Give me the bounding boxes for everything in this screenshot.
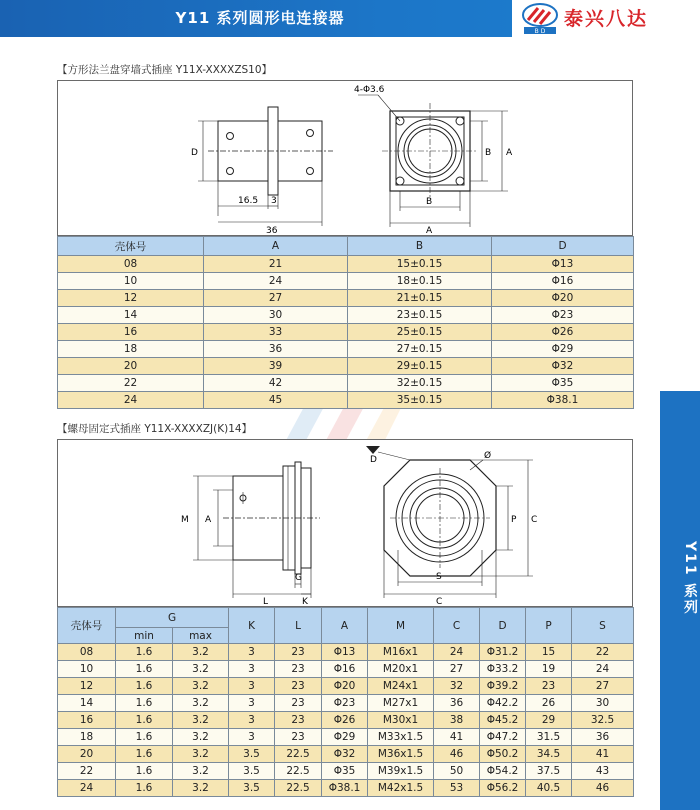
table-cell: 3 bbox=[229, 661, 275, 678]
table-cell: 25±0.15 bbox=[348, 324, 492, 341]
table-cell: 1.6 bbox=[116, 763, 173, 780]
table-cell: 1.6 bbox=[116, 729, 173, 746]
table-row bbox=[58, 358, 634, 375]
table2-header-g: G bbox=[116, 608, 229, 628]
table-row bbox=[58, 678, 634, 695]
page-title: Y11 系列圆形电连接器 bbox=[175, 9, 345, 27]
table-cell: Φ35 bbox=[492, 375, 634, 392]
table-cell: 08 bbox=[58, 644, 116, 661]
table1-header-a: A bbox=[204, 237, 348, 256]
table-cell: Φ23 bbox=[492, 307, 634, 324]
table-row bbox=[58, 256, 634, 273]
table-row bbox=[58, 644, 634, 661]
table-cell: Φ29 bbox=[322, 729, 368, 746]
table-cell: 12 bbox=[58, 290, 204, 307]
table-cell: 3.2 bbox=[173, 712, 229, 729]
table-cell: 50 bbox=[434, 763, 480, 780]
table-cell: 22 bbox=[58, 375, 204, 392]
table-row bbox=[58, 763, 634, 780]
table-cell: 22.5 bbox=[275, 746, 322, 763]
table-cell: 24 bbox=[204, 273, 348, 290]
table-cell: 24 bbox=[58, 780, 116, 797]
table-row bbox=[58, 273, 634, 290]
table-cell: 3.2 bbox=[173, 695, 229, 712]
table-cell: 3 bbox=[229, 729, 275, 746]
table-cell: Φ20 bbox=[322, 678, 368, 695]
table-cell: Φ39.2 bbox=[480, 678, 526, 695]
table1-header-b: B bbox=[348, 237, 492, 256]
table-row bbox=[58, 307, 634, 324]
table-cell: 38 bbox=[434, 712, 480, 729]
table-row bbox=[58, 324, 634, 341]
table-cell: 3.5 bbox=[229, 763, 275, 780]
dim-s-label: S bbox=[436, 572, 442, 582]
table-row bbox=[58, 780, 634, 797]
dim-3-label: 3 bbox=[271, 196, 277, 206]
table-cell: 42 bbox=[204, 375, 348, 392]
table-cell: Φ35 bbox=[322, 763, 368, 780]
table-cell: 3.2 bbox=[173, 729, 229, 746]
table-cell: 23 bbox=[526, 678, 572, 695]
brand-logo bbox=[512, 0, 700, 37]
table-cell: Φ56.2 bbox=[480, 780, 526, 797]
table-row bbox=[58, 695, 634, 712]
table-cell: M39x1.5 bbox=[368, 763, 434, 780]
dim-g-label: G bbox=[295, 573, 302, 583]
table-cell: Φ45.2 bbox=[480, 712, 526, 729]
table-cell: 43 bbox=[572, 763, 634, 780]
section1-drawing bbox=[57, 80, 633, 236]
table-cell: 3.2 bbox=[173, 763, 229, 780]
table-row bbox=[58, 290, 634, 307]
table-cell: 22 bbox=[58, 763, 116, 780]
table2-header-d: D bbox=[480, 608, 526, 644]
table-cell: 15 bbox=[526, 644, 572, 661]
table-cell: 10 bbox=[58, 273, 204, 290]
table-cell: M20x1 bbox=[368, 661, 434, 678]
table-cell: 1.6 bbox=[116, 712, 173, 729]
dim-l-label: L bbox=[263, 597, 269, 607]
table-cell: Φ31.2 bbox=[480, 644, 526, 661]
dim-p-label: P bbox=[511, 515, 517, 525]
table-cell: 3.5 bbox=[229, 746, 275, 763]
table-cell: 20 bbox=[58, 746, 116, 763]
table2-header-l: L bbox=[275, 608, 322, 644]
table-cell: 41 bbox=[434, 729, 480, 746]
table2-header-c: C bbox=[434, 608, 480, 644]
table-cell: 16 bbox=[58, 324, 204, 341]
table-cell: 3.2 bbox=[173, 780, 229, 797]
table-cell: M16x1 bbox=[368, 644, 434, 661]
table-cell: 20 bbox=[58, 358, 204, 375]
section2-title: 【螺母固定式插座 Y11X-XXXXZJ(K)14】 bbox=[57, 423, 253, 435]
table-cell: 21±0.15 bbox=[348, 290, 492, 307]
table-cell: 53 bbox=[434, 780, 480, 797]
dim-d-label: D bbox=[370, 455, 377, 465]
table-cell: 23 bbox=[275, 712, 322, 729]
table-cell: 37.5 bbox=[526, 763, 572, 780]
table-cell: 29 bbox=[526, 712, 572, 729]
table-cell: 3.2 bbox=[173, 746, 229, 763]
table-cell: 27 bbox=[204, 290, 348, 307]
table-row bbox=[58, 712, 634, 729]
table-cell: 27±0.15 bbox=[348, 341, 492, 358]
table2-header-p: P bbox=[526, 608, 572, 644]
table-cell: 3 bbox=[229, 695, 275, 712]
table-cell: 3.2 bbox=[173, 644, 229, 661]
table-cell: Φ38.1 bbox=[322, 780, 368, 797]
table-cell: Φ47.2 bbox=[480, 729, 526, 746]
table-cell: Φ26 bbox=[322, 712, 368, 729]
table-cell: Φ23 bbox=[322, 695, 368, 712]
table-cell: 18±0.15 bbox=[348, 273, 492, 290]
table-cell: Φ26 bbox=[492, 324, 634, 341]
table2-header-k: K bbox=[229, 608, 275, 644]
table-cell: 22.5 bbox=[275, 763, 322, 780]
table-cell: 23 bbox=[275, 695, 322, 712]
section2-drawing bbox=[57, 439, 633, 607]
dim-36-label: 36 bbox=[266, 226, 278, 236]
table-row bbox=[58, 661, 634, 678]
table-cell: 1.6 bbox=[116, 780, 173, 797]
dim-b-horizontal-label: B bbox=[426, 197, 433, 207]
table-cell: 1.6 bbox=[116, 678, 173, 695]
table-cell: 3 bbox=[229, 712, 275, 729]
table-cell: 31.5 bbox=[526, 729, 572, 746]
series-side-label: Y11 系列 bbox=[682, 541, 698, 616]
table-cell: Φ20 bbox=[492, 290, 634, 307]
table-cell: 08 bbox=[58, 256, 204, 273]
table-cell: 23 bbox=[275, 678, 322, 695]
table-cell: 15±0.15 bbox=[348, 256, 492, 273]
table-cell: 21 bbox=[204, 256, 348, 273]
table-cell: 36 bbox=[572, 729, 634, 746]
table-cell: 32 bbox=[434, 678, 480, 695]
table2-header-g-min: min bbox=[116, 628, 173, 644]
table-cell: 30 bbox=[204, 307, 348, 324]
section1-title: 【方形法兰盘穿墙式插座 Y11X-XXXXZS10】 bbox=[57, 64, 273, 76]
table-cell: 29±0.15 bbox=[348, 358, 492, 375]
table-row bbox=[58, 392, 634, 409]
table-cell: 3.2 bbox=[173, 678, 229, 695]
table-cell: 36 bbox=[434, 695, 480, 712]
dim-k-label: K bbox=[302, 597, 308, 607]
table-cell: 3.5 bbox=[229, 780, 275, 797]
table-row bbox=[58, 746, 634, 763]
table-cell: 12 bbox=[58, 678, 116, 695]
table-cell: 23 bbox=[275, 644, 322, 661]
table-cell: 27 bbox=[434, 661, 480, 678]
table-cell: 14 bbox=[58, 695, 116, 712]
table-cell: M30x1 bbox=[368, 712, 434, 729]
table-cell: M36x1.5 bbox=[368, 746, 434, 763]
table-cell: Φ29 bbox=[492, 341, 634, 358]
table-cell: Φ42.2 bbox=[480, 695, 526, 712]
table-cell: Φ32 bbox=[492, 358, 634, 375]
table-cell: 24 bbox=[434, 644, 480, 661]
table-cell: 46 bbox=[434, 746, 480, 763]
table-cell: M33x1.5 bbox=[368, 729, 434, 746]
table-cell: 26 bbox=[526, 695, 572, 712]
dim-m-label: M bbox=[181, 515, 189, 525]
table-cell: Φ13 bbox=[322, 644, 368, 661]
dim-a-vertical-label: A bbox=[506, 148, 513, 158]
table-cell: 24 bbox=[58, 392, 204, 409]
table-cell: 33 bbox=[204, 324, 348, 341]
table-cell: 23 bbox=[275, 661, 322, 678]
dim-phi-label: Ø bbox=[484, 451, 492, 461]
dim-a-label: A bbox=[205, 515, 212, 525]
table-cell: 32.5 bbox=[572, 712, 634, 729]
table-cell: M24x1 bbox=[368, 678, 434, 695]
table-cell: 1.6 bbox=[116, 746, 173, 763]
table-row bbox=[58, 729, 634, 746]
table-cell: 40.5 bbox=[526, 780, 572, 797]
header-banner bbox=[0, 0, 700, 37]
table-cell: 24 bbox=[572, 661, 634, 678]
table-cell: 41 bbox=[572, 746, 634, 763]
table-cell: M42x1.5 bbox=[368, 780, 434, 797]
table-cell: 22.5 bbox=[275, 780, 322, 797]
table-cell: Φ32 bbox=[322, 746, 368, 763]
table-row bbox=[58, 375, 634, 392]
brand-logo-icon bbox=[520, 2, 560, 35]
table-cell: 22 bbox=[572, 644, 634, 661]
table1-header-d: D bbox=[492, 237, 634, 256]
table-cell: 36 bbox=[204, 341, 348, 358]
series-side-tab bbox=[660, 391, 700, 810]
table2-header-s: S bbox=[572, 608, 634, 644]
table2-header-m: M bbox=[368, 608, 434, 644]
table-cell: 30 bbox=[572, 695, 634, 712]
table2-header-shell: 壳体号 bbox=[58, 608, 116, 644]
dim-b-vertical-label: B bbox=[485, 148, 492, 158]
table-cell: 3.2 bbox=[173, 661, 229, 678]
section1-spec-table bbox=[57, 236, 634, 409]
table-cell: 46 bbox=[572, 780, 634, 797]
table-cell: Φ54.2 bbox=[480, 763, 526, 780]
table-cell: 1.6 bbox=[116, 644, 173, 661]
dim-c-vertical-label: C bbox=[531, 515, 538, 525]
table-cell: 1.6 bbox=[116, 661, 173, 678]
table-cell: 1.6 bbox=[116, 695, 173, 712]
table-cell: M27x1 bbox=[368, 695, 434, 712]
table-cell: 23 bbox=[275, 729, 322, 746]
table-cell: 18 bbox=[58, 341, 204, 358]
section2-spec-table bbox=[57, 607, 634, 797]
table-cell: 35±0.15 bbox=[348, 392, 492, 409]
table-cell: 27 bbox=[572, 678, 634, 695]
table-cell: Φ16 bbox=[492, 273, 634, 290]
table-cell: 32±0.15 bbox=[348, 375, 492, 392]
table-cell: Φ16 bbox=[322, 661, 368, 678]
table-cell: 3 bbox=[229, 644, 275, 661]
section1-drawing-svg bbox=[58, 81, 634, 237]
table-row bbox=[58, 341, 634, 358]
table-cell: Φ50.2 bbox=[480, 746, 526, 763]
table-cell: 10 bbox=[58, 661, 116, 678]
table2-header-g-max: max bbox=[173, 628, 229, 644]
table-cell: 3 bbox=[229, 678, 275, 695]
hole-spec-label: 4-Φ3.6 bbox=[354, 85, 385, 95]
dim-c-horizontal-label: C bbox=[436, 597, 443, 607]
table-cell: 19 bbox=[526, 661, 572, 678]
dim-16-5-label: 16.5 bbox=[238, 196, 259, 206]
dim-d-label: D bbox=[191, 148, 198, 158]
table-cell: 23±0.15 bbox=[348, 307, 492, 324]
table-cell: 16 bbox=[58, 712, 116, 729]
table-cell: Φ13 bbox=[492, 256, 634, 273]
table2-header-a: A bbox=[322, 608, 368, 644]
logo-sub-text: B D bbox=[534, 28, 546, 35]
table-cell: 39 bbox=[204, 358, 348, 375]
table-cell: Φ33.2 bbox=[480, 661, 526, 678]
brand-name: 泰兴八达 bbox=[564, 8, 649, 30]
table-cell: 14 bbox=[58, 307, 204, 324]
section2-drawing-svg bbox=[58, 440, 634, 608]
table-cell: 18 bbox=[58, 729, 116, 746]
table-cell: Φ38.1 bbox=[492, 392, 634, 409]
table-cell: 45 bbox=[204, 392, 348, 409]
table-cell: 34.5 bbox=[526, 746, 572, 763]
dim-a-horizontal-label: A bbox=[426, 226, 433, 236]
table1-header-shell: 壳体号 bbox=[58, 237, 204, 256]
